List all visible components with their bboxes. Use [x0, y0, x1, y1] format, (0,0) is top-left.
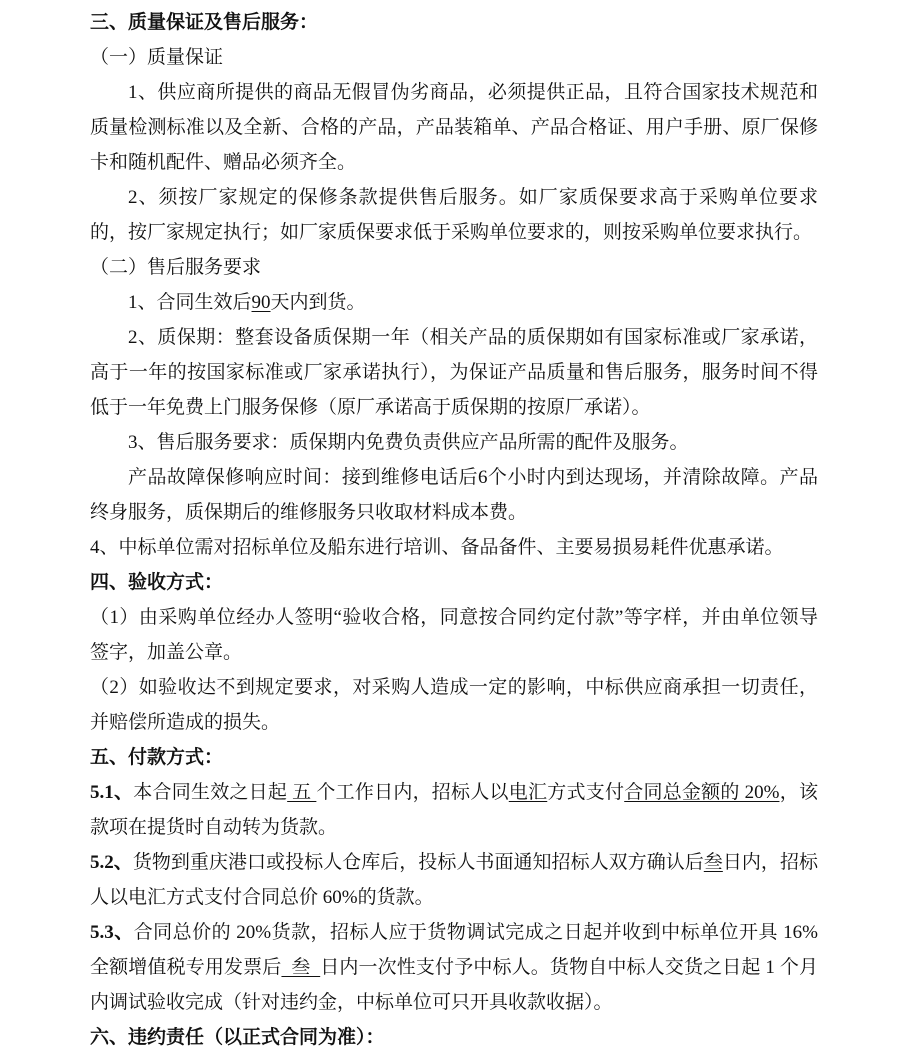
text-run: 3、售后服务要求：质保期内免费负责供应产品所需的配件及服务。	[128, 432, 689, 453]
text-run: 日内，招标人以电汇方式支付合同总价 60%的货款。	[90, 852, 818, 908]
text-run: 个工作日内，招标人以	[316, 782, 509, 803]
paragraph	[90, 670, 818, 740]
text-run: 日内一次性支付予中标人。货物自中标人交货之日起 1 个月内调试验收完成（针对违约金，中标单位可只开具收款收据）。	[90, 957, 818, 1013]
paragraph	[90, 180, 818, 250]
paragraph	[90, 425, 818, 460]
underlined-text-run: 合同总金额的 20%	[624, 782, 780, 803]
text-run: 1、供应商所提供的商品无假冒伪劣商品，必须提供正品，且符合国家技术规范和质量检测标准以及全新、合格的产品，产品装箱单、产品合格证、用户手册、原厂保修卡和随机配件、赠品必须齐全。	[90, 82, 818, 173]
text-run: 4、中标单位需对招标单位及船东进行培训、备品备件、主要易损易耗件优惠承诺。	[90, 537, 784, 558]
paragraph	[90, 530, 818, 565]
text-run: 1、合同生效后	[128, 292, 252, 313]
text-run: 产品故障保修响应时间：接到维修电话后6个小时内到达现场，并清除故障。产品终身服务，质保期后的维修服务只收取材料成本费。	[90, 467, 818, 523]
section-heading	[90, 1020, 818, 1055]
text-run: 2、须按厂家规定的保修条款提供售后服务。如厂家质保要求高于采购单位要求的，按厂家规定执行；如厂家质保要求低于采购单位要求的，则按采购单位要求执行。	[90, 187, 818, 243]
text-run: （1）由采购单位经办人签明“验收合格，同意按合同约定付款”等字样，并由单位领导签字，加盖公章。	[90, 607, 818, 663]
section-heading	[90, 565, 818, 600]
paragraph	[90, 600, 818, 670]
text-run: 方式支付	[547, 782, 625, 803]
text-run: （二）售后服务要求	[90, 257, 262, 278]
paragraph	[90, 320, 818, 425]
underlined-text-run: 叁	[703, 852, 723, 873]
text-run: 5.1、	[90, 782, 134, 803]
underlined-text-run: 90	[251, 292, 271, 313]
paragraph	[90, 915, 818, 1020]
text-run: ，该款项在提货时自动转为货款。	[90, 782, 818, 838]
underlined-text-run: 叁	[281, 957, 321, 978]
text-run: 本合同生效之日起	[133, 782, 288, 803]
text-run: 四、验收方式：	[90, 572, 224, 593]
paragraph	[90, 250, 818, 285]
text-run: 货物到重庆港口或投标人仓库后，投标人书面通知招标人双方确认后	[132, 852, 704, 873]
paragraph	[90, 75, 818, 180]
paragraph	[90, 40, 818, 75]
paragraph	[90, 845, 818, 915]
paragraph	[90, 775, 818, 845]
text-run: 三、质量保证及售后服务：	[90, 12, 319, 33]
section-heading	[90, 5, 818, 40]
text-run: 5.2、	[90, 852, 133, 873]
text-run: 2、质保期：整套设备质保期一年（相关产品的质保期如有国家标准或厂家承诺，高于一年的按国家标准或厂家承诺执行），为保证产品质量和售后服务，服务时间不得低于一年免费上门服务保修（原厂承诺高于质保期的按原厂承诺）。	[90, 327, 818, 418]
text-run: （2）如验收达不到规定要求，对采购人造成一定的影响，中标供应商承担一切责任，并赔偿所造成的损失。	[90, 677, 818, 733]
paragraph	[90, 285, 818, 320]
text-run: 五、付款方式：	[90, 747, 224, 768]
text-run: 合同总价的 20%货款，招标人应于货物调试完成之日起并收到中标单位开具 16%全额增值税专用发票后	[90, 922, 818, 978]
section-heading	[90, 740, 818, 775]
text-run: 天内到货。	[270, 292, 366, 313]
text-run: 5.3、	[90, 922, 134, 943]
underlined-text-run: 电汇	[508, 782, 548, 803]
paragraph	[90, 460, 818, 530]
document-body	[90, 5, 818, 1055]
underlined-text-run: 五	[287, 782, 317, 803]
text-run: 六、违约责任（以正式合同为准）：	[90, 1027, 385, 1048]
text-run: （一）质量保证	[90, 47, 224, 68]
